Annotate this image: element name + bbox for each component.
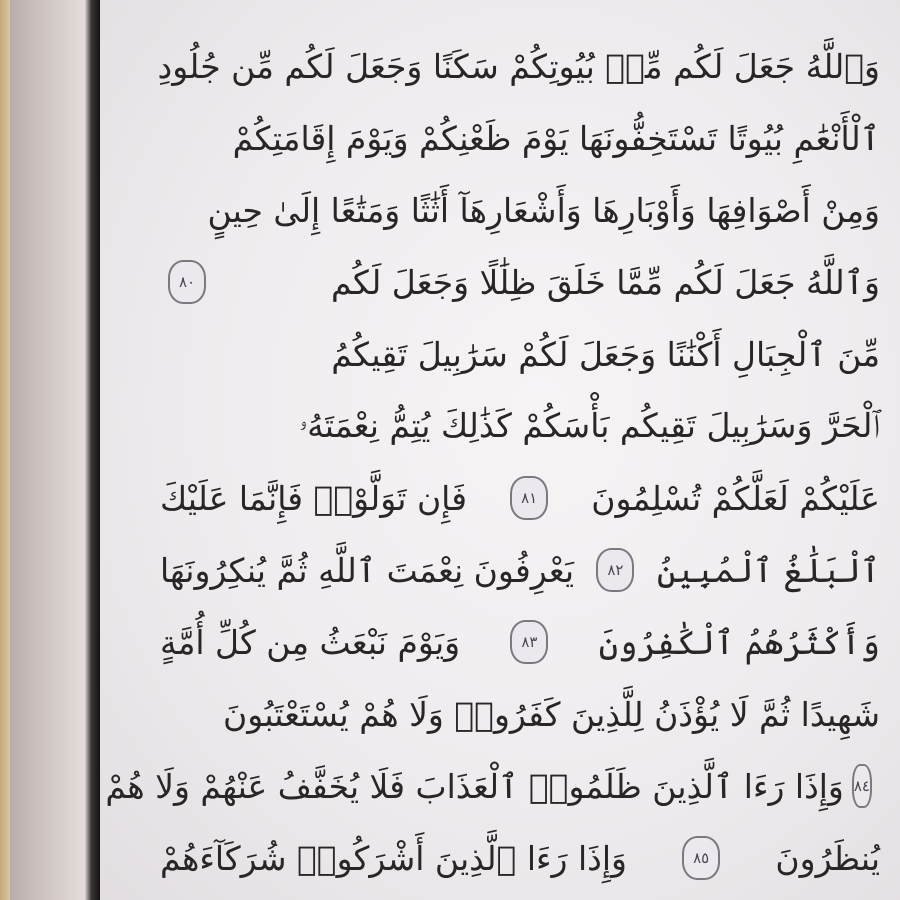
line-text: وَٱللَّهُ جَعَلَ لَكُم مِّمَّا خَلَقَ ظِلَٰلًا وَجَعَلَ لَكُم xyxy=(331,262,880,302)
line-text: مِّنَ ٱلْجِبَالِ أَكْنَٰنًا وَجَعَلَ لَكُمْ سَرَٰبِيلَ تَقِيكُمُ xyxy=(331,334,880,374)
line-text-continued: يَعْرِفُونَ نِعْمَتَ ٱللَّهِ ثُمَّ يُنكِرُونَهَا xyxy=(160,550,575,590)
page-edges xyxy=(0,0,10,900)
line-text: ٱلْبَلَٰغُ ٱلْمُبِينُ xyxy=(656,550,880,590)
text-line xyxy=(105,750,880,822)
ayah-number-marker: ٨٠ xyxy=(168,260,206,304)
line-text: شَهِيدًا ثُمَّ لَا يُؤْذَنُ لِلَّذِينَ كَفَرُوا۟ وَلَا هُمْ يُسْتَعْتَبُونَ xyxy=(223,694,880,734)
text-line xyxy=(160,102,880,174)
ayah-number-marker: ٨١ xyxy=(510,476,548,520)
line-text: ٱلْأَنْعَٰمِ بُيُوتًا تَسْتَخِفُّونَهَا يَوْمَ ظَعْنِكُمْ وَيَوْمَ إِقَامَتِكُمْ xyxy=(232,118,880,158)
text-line xyxy=(160,174,880,246)
text-line xyxy=(160,534,880,606)
text-line xyxy=(160,390,880,462)
text-line xyxy=(160,318,880,390)
line-text: ٱلْحَرَّ وَسَرَٰبِيلَ تَقِيكُم بَأْسَكُمْ كَذَٰلِكَ يُتِمُّ نِعْمَتَهُۥ xyxy=(298,406,880,445)
line-text: وَإِذَا رَءَا ٱلَّذِينَ ظَلَمُوا۟ ٱلْعَذَابَ فَلَا يُخَفَّفُ عَنْهُمْ وَلَا هُمْ xyxy=(105,766,844,806)
line-text: وَأَكْثَرُهُمُ ٱلْكَٰفِرُونَ xyxy=(598,622,880,662)
ayah-number-marker: ٨٣ xyxy=(510,620,548,664)
text-line xyxy=(160,462,880,534)
line-text: يُنظَرُونَ xyxy=(775,838,880,878)
facing-page xyxy=(0,0,84,900)
ayah-number-marker: ٨٢ xyxy=(596,548,634,592)
text-line xyxy=(160,606,880,678)
line-text: عَلَيْكُمْ لَعَلَّكُمْ تُسْلِمُونَ xyxy=(591,478,880,518)
line-text-continued: وَإِذَا رَءَا ٱلَّذِينَ أَشْرَكُوا۟ شُرَكَآءَهُمْ xyxy=(160,838,627,878)
text-line xyxy=(160,822,880,894)
line-text-continued: وَيَوْمَ نَبْعَثُ مِن كُلِّ أُمَّةٍ xyxy=(160,622,461,662)
verse-text-block xyxy=(105,30,880,900)
line-text-continued: فَإِن تَوَلَّوْا۟ فَإِنَّمَا عَلَيْكَ xyxy=(160,478,468,518)
text-line xyxy=(160,678,880,750)
book-gutter xyxy=(84,0,100,900)
line-text: وَمِنْ أَصْوَافِهَا وَأَوْبَارِهَا وَأَشْعَارِهَآ أَثَٰثًا وَمَتَٰعًا إِلَىٰ حِينٍ xyxy=(207,190,880,230)
text-line xyxy=(157,30,880,102)
quran-page xyxy=(100,0,900,900)
line-text: وَٱللَّهُ جَعَلَ لَكُم مِّنۢ بُيُوتِكُمْ سَكَنًا وَجَعَلَ لَكُم مِّن جُلُودِ xyxy=(157,46,880,86)
text-line xyxy=(160,246,880,318)
ayah-number-marker: ٨٥ xyxy=(682,836,720,880)
ayah-number-marker: ٨٤ xyxy=(852,764,872,808)
